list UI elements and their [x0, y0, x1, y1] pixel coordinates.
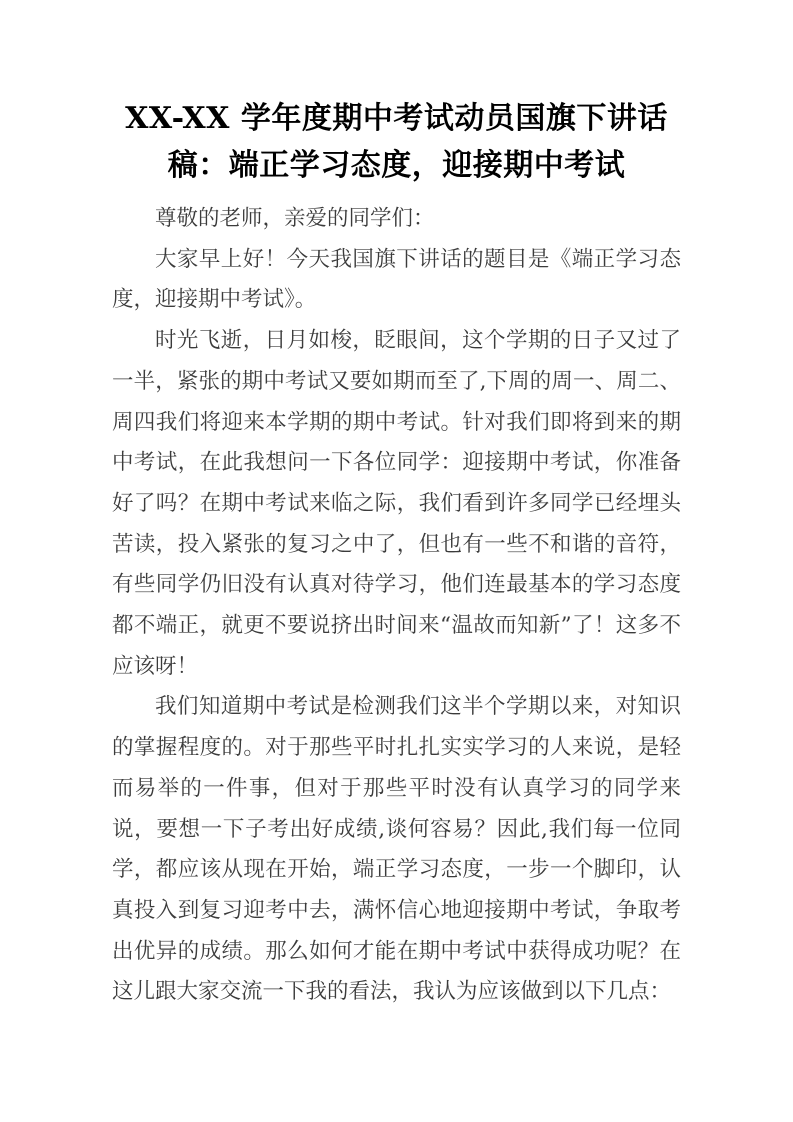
paragraph-salutation: 尊敬的老师，亲爱的同学们： [155, 206, 435, 231]
paragraph-exam-purpose-advice: 我们知道期中考试是检测我们这半个学期以来，对知识的掌握程度的。对于那些平时扎扎实实学习的人来说，是轻而易举的一件事，但对于那些平时没有认真学习的同学来说，要想一下子考出好成绩,谈何容易？因此,我们每一位同学，都应该从现在开始，端正学习态度，一步一个脚印，认真投入到复习迎考中去，满怀信心地迎接期中考试，争取考出优异的成绩。那么如何才能在期中考试中获得成功呢？在这儿跟大家交流一下我的看法，我认为应该做到以下几点： [112, 694, 681, 1005]
paragraph-exam-approaching: 时光飞逝，日月如梭，眨眼间，这个学期的日子又过了一半，紧张的期中考试又要如期而至了,下周的周一、周二、周四我们将迎来本学期的期中考试。针对我们即将到来的期中考试，在此我想问一下各位同学：迎接期中考试，你准备好了吗？在期中考试来临之际，我们看到许多同学已经埋头苦读，投入紧张的复习之中了，但也有一些不和谐的音符，有些同学仍旧没有认真对待学习，他们连最基本的学习态度都不端正，就更不要说挤出时间来“温故而知新”了！这多不应该呀！ [112, 328, 681, 679]
document-title-line-2: 稿：端正学习态度，迎接期中考试 [167, 148, 626, 183]
document-title-line-1: XX-XX 学年度期中考试动员国旗下讲话 [125, 101, 668, 136]
document-title [87, 95, 707, 189]
paragraph-greeting-topic: 大家早上好！今天我国旗下讲话的题目是《端正学习态度，迎接期中考试》。 [112, 246, 681, 313]
document-body [112, 199, 681, 1013]
